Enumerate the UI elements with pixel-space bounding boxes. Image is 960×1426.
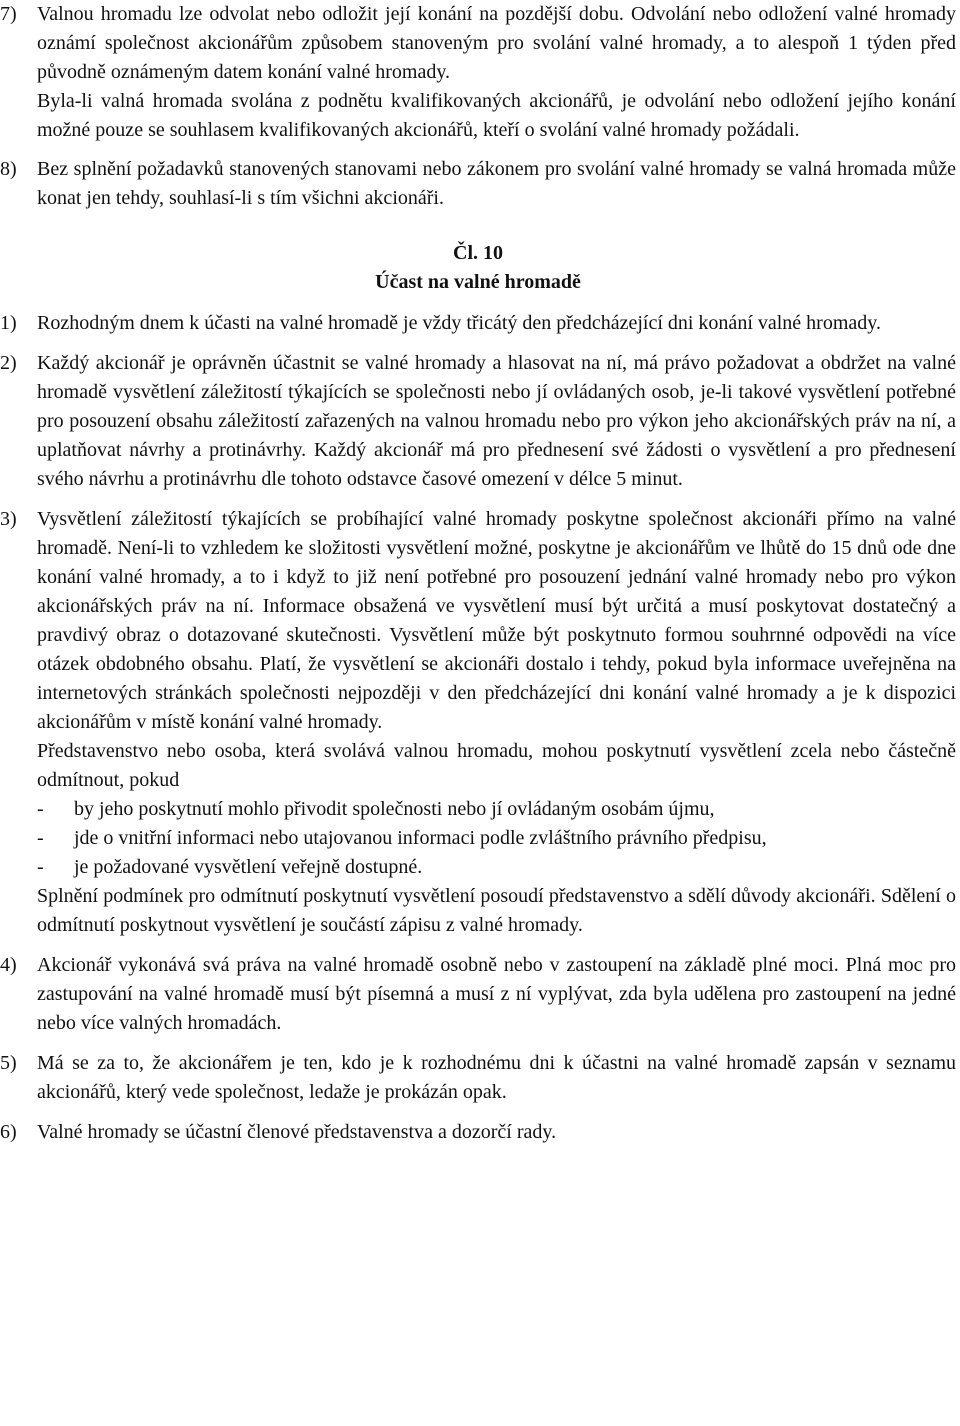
list-bullet: - <box>37 827 44 849</box>
paragraph-number: 8) <box>0 158 17 180</box>
list-item <box>37 795 956 824</box>
paragraph-body <box>37 1049 956 1107</box>
paragraph-text: Splnění podmínek pro odmítnutí poskytnutí vysvětlení posoudí představenstvo a sdělí důvody akcionáři. Sdělení o odmítnutí poskytnout vysvětlení je součástí zápisu z valné hromady. <box>37 885 956 936</box>
paragraph-7 <box>0 0 956 145</box>
paragraph-text: Akcionář vykonává svá práva na valné hromadě osobně nebo v zastoupení na základě plné moci. Plná moc pro zastupování na valné hromadě musí být písemná a musí z ní vyplývat, zda byla udělena pro zastoupení na jedné nebo více valných hromadách. <box>37 954 956 1034</box>
list-item <box>37 824 956 853</box>
paragraph-number: 6) <box>0 1121 17 1143</box>
paragraph-text: Valnou hromadu lze odvolat nebo odložit její konání na pozdější dobu. Odvolání nebo odložení valné hromady oznámí společnost akcionářům způsobem stanoveným pro svolání valné hromady, a to alespoň 1 týden před původně oznámeným datem konání valné hromady. <box>37 3 956 83</box>
list-bullet: - <box>37 856 44 878</box>
paragraph-text: Valné hromady se účastní členové představenstva a dozorčí rady. <box>37 1121 557 1143</box>
article-number: Čl. 10 <box>453 242 503 264</box>
paragraph-body <box>37 349 956 494</box>
article-title: Účast na valné hromadě <box>375 271 581 293</box>
paragraph-body <box>37 0 956 145</box>
list-item-text: jde o vnitřní informaci nebo utajovanou informaci podle zvláštního právního předpisu, <box>74 827 767 849</box>
paragraph-body <box>37 951 956 1038</box>
list-item <box>37 853 956 882</box>
paragraph-text: Byla-li valná hromada svolána z podnětu kvalifikovaných akcionářů, je odvolání nebo odložení jejího konání možné pouze se souhlasem kvalifikovaných akcionářů, kteří o svolání valné hromady požádali. <box>37 90 956 141</box>
paragraph-8 <box>0 155 956 213</box>
article-10-paragraph-4 <box>0 951 956 1038</box>
article-10-paragraph-5 <box>0 1049 956 1107</box>
paragraph-number: 4) <box>0 954 17 976</box>
paragraph-number: 3) <box>0 508 17 530</box>
paragraph-number: 5) <box>0 1052 17 1074</box>
paragraph-body <box>37 309 956 338</box>
paragraph-text: Má se za to, že akcionářem je ten, kdo je k rozhodnému dni k účastni na valné hromadě zapsán v seznamu akcionářů, který vede společnost, ledaže je prokázán opak. <box>37 1052 956 1103</box>
article-10-paragraph-2 <box>0 349 956 494</box>
paragraph-body <box>37 155 956 213</box>
paragraph-text: Představenstvo nebo osoba, která svolává valnou hromadu, mohou poskytnutí vysvětlení zcela nebo částečně odmítnout, pokud <box>37 740 956 791</box>
paragraph-number: 2) <box>0 352 17 374</box>
list-item-text: je požadované vysvětlení veřejně dostupné. <box>74 856 423 878</box>
list-item-text: by jeho poskytnutí mohlo přivodit společnosti nebo jí ovládaným osobám újmu, <box>74 798 715 820</box>
paragraph-text: Rozhodným dnem k účasti na valné hromadě je vždy třicátý den předcházející dni konání valné hromady. <box>37 312 881 334</box>
article-10-paragraph-1 <box>0 309 956 338</box>
paragraph-number: 1) <box>0 312 17 334</box>
paragraph-text: Bez splnění požadavků stanovených stanovami nebo zákonem pro svolání valné hromady se valná hromada může konat jen tehdy, souhlasí-li s tím všichni akcionáři. <box>37 158 956 209</box>
article-10-paragraph-3 <box>0 505 956 940</box>
paragraph-body <box>37 505 956 940</box>
paragraph-body <box>37 1118 956 1147</box>
paragraph-text: Každý akcionář je oprávněn účastnit se valné hromady a hlasovat na ní, má právo požadovat a obdržet na valné hromadě vysvětlení záležitostí týkajících se společnosti nebo jí ovládaných osob, je-li takové vysvětlení potřebné pro posouzení obsahu záležitostí zařazených na valnou hromadu nebo pro výkon jeho akcionářských práv na ní, a uplatňovat návrhy a protinávrhy. Každý akcionář má pro přednesení své žádosti o vysvětlení a pro přednesení svého návrhu a protinávrhu dle tohoto odstavce časové omezení v délce 5 minut. <box>37 352 956 490</box>
paragraph-text: Vysvětlení záležitostí týkajících se probíhající valné hromady poskytne společnost akcionáři přímo na valné hromadě. Není-li to vzhledem ke složitosti vysvětlení možné, poskytne je akcionářům ve lhůtě do 15 dnů ode dne konání valné hromady, a to i když to již není potřebné pro posouzení jednání valné hromady nebo pro výkon akcionářských práv na ní. Informace obsažená ve vysvětlení musí být určitá a musí poskytovat dostatečný a pravdivý obraz o dotazované skutečnosti. Vysvětlení může být poskytnuto formou souhrnné odpovědi na více otázek obdobného obsahu. Platí, že vysvětlení se akcionáři dostalo i tehdy, pokud byla informace uveřejněna na internetových stránkách společnosti nejpozději v den předcházející dni konání valné hromady a je k dispozici akcionářům v místě konání valné hromady. <box>37 508 956 733</box>
list-bullet: - <box>37 798 44 820</box>
paragraph-number: 7) <box>0 3 17 25</box>
article-10-paragraph-6 <box>0 1118 956 1147</box>
